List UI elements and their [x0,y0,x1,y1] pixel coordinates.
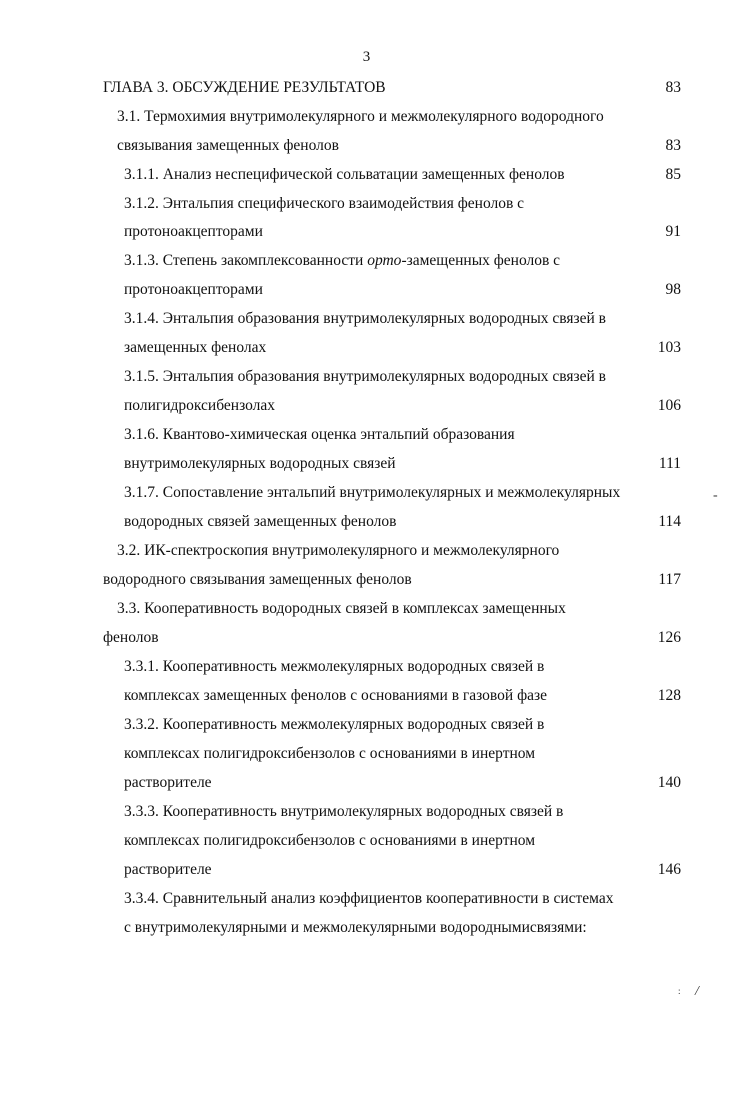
toc-entry-line: комплексах замещенных фенолов с основаниями в газовой фазе [124,687,547,704]
scan-speck: / [695,984,699,999]
toc-page-number: 103 [657,339,681,356]
toc-page-number: 111 [658,455,681,472]
toc-entry-line: растворителе [124,774,212,791]
toc-entry-line: 3.1.2. Энтальпия специфического взаимодействия фенолов с [124,195,525,212]
toc-page-number: 91 [665,223,681,240]
toc-entry-line: 3.3.1. Кооперативность межмолекулярных водородных связей в [124,658,545,675]
scan-speck: : [678,986,681,996]
toc-entry-line: 3.2. ИК-спектроскопия внутримолекулярного и межмолекулярного [117,542,560,559]
toc-entry-line: водородного связывания замещенных фенолов [103,571,412,588]
page-number: 3 [362,49,371,65]
toc-entry-line: протоноакцепторами [124,223,263,240]
toc-page-number: 126 [657,629,681,646]
toc-page-number: 106 [657,397,681,414]
toc-entry-line: 3.3.4. Сравнительный анализ коэффициентов кооперативности в системах [124,890,614,907]
toc-entry-line: комплексах полигидроксибензолов с основаниями в инертном [124,832,536,849]
toc-entry-line: замещенных фенолах [124,339,267,356]
toc-entry-line: внутримолекулярных водородных связей [124,455,396,472]
toc-entry-line: фенолов [103,629,159,646]
toc-text: -замещенных фенолов с [401,252,561,269]
toc-entry-line [124,251,560,271]
toc-entry-line: с внутримолекулярными и межмолекулярными водороднымисвязями: [124,919,587,936]
toc-entry-line: 3.1.6. Квантово-химическая оценка энтальпий образования [124,426,515,443]
toc-page-number: 114 [658,513,681,530]
toc-page-number: 85 [665,166,681,183]
toc-page-number: 83 [665,79,681,96]
toc-entry-line: растворителе [124,861,212,878]
toc-entry-line: водородных связей замещенных фенолов [124,513,397,530]
toc-page-number: 83 [665,137,681,154]
toc-entry-line: 3.3.2. Кооперативность межмолекулярных водородных связей в [124,716,545,733]
toc-entry-line: связывания замещенных фенолов [117,137,339,154]
toc-entry-line: 3.1. Термохимия внутримолекулярного и межмолекулярного водородного [117,108,604,125]
toc-page-number: 98 [665,281,681,298]
toc-entry-line: 3.1.5. Энтальпия образования внутримолекулярных водородных связей в [124,368,606,385]
toc-entry-line: протоноакцепторами [124,281,263,298]
scan-speck: - [713,488,718,503]
toc-entry-line: комплексах полигидроксибензолов с основаниями в инертном [124,745,536,762]
toc-entry-line: 3.3.3. Кооперативность внутримолекулярных водородных связей в [124,803,564,820]
toc-entry-line: 3.1.7. Сопоставление энтальпий внутримолекулярных и межмолекулярных [124,484,621,501]
toc-entry-line: 3.1.4. Энтальпия образования внутримолекулярных водородных связей в [124,310,606,327]
toc-page-number: 146 [657,861,681,878]
toc-entry-line: 3.3. Кооперативность водородных связей в комплексах замещенных [117,600,566,617]
toc-page-number: 117 [658,571,681,588]
toc-page-number: 128 [657,687,681,704]
toc-text: 3.1.3. Степень закомплексованности [124,252,368,269]
toc-chapter-title: ГЛАВА 3. ОБСУЖДЕНИЕ РЕЗУЛЬТАТОВ [103,79,386,96]
toc-page-number: 140 [657,774,681,791]
toc-entry-line: 3.1.1. Анализ неспецифической сольватации замещенных фенолов [124,166,565,183]
toc-entry-line: полигидроксибензолах [124,397,276,414]
toc-italic-text: орто [367,252,402,269]
